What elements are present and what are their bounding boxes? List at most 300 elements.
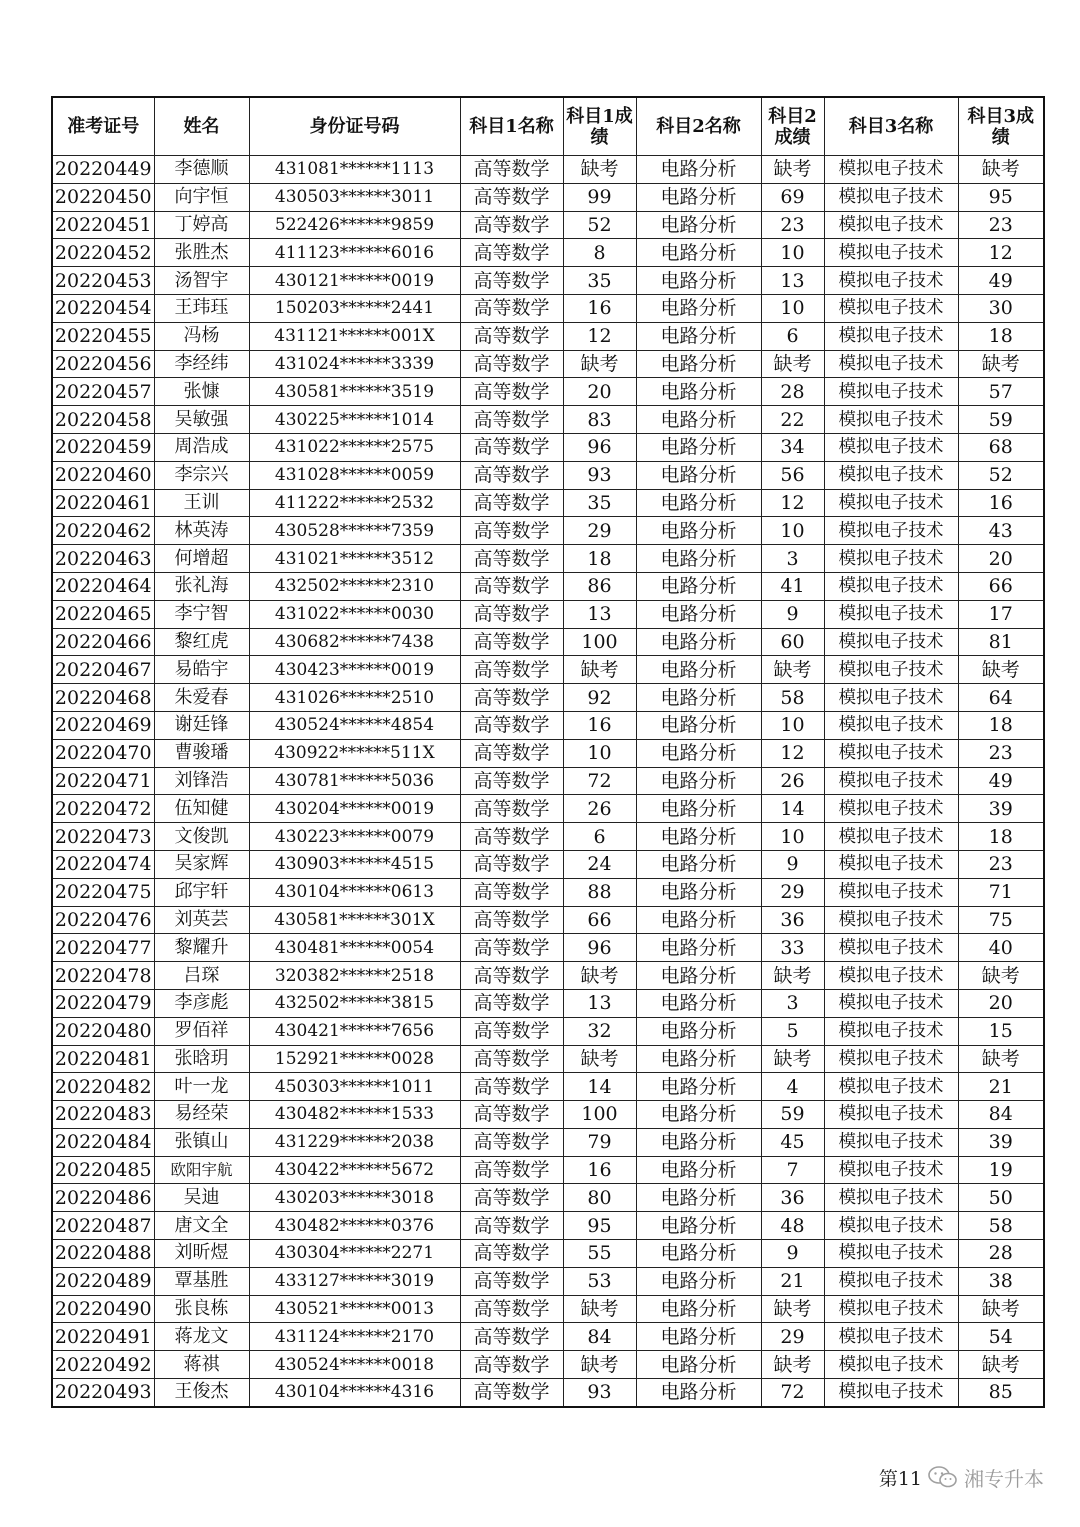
subject2-name-cell: 电路分析 [636,183,761,211]
subject2-name-cell: 电路分析 [636,461,761,489]
subject1-name-cell: 高等数学 [460,795,563,823]
id-number-cell: 430781******5036 [249,767,460,795]
subject2-name-cell: 电路分析 [636,628,761,656]
name-cell: 邱宇轩 [154,878,249,906]
name-cell: 欧阳宇航 [154,1156,249,1184]
subject2-score-cell: 26 [761,767,824,795]
subject3-name-cell: 模拟电子技术 [824,989,958,1017]
subject2-name-cell: 电路分析 [636,1295,761,1323]
subject1-score-cell: 66 [563,906,636,934]
subject1-score-cell: 8 [563,239,636,267]
subject2-name-cell: 电路分析 [636,850,761,878]
id-number-cell: 430503******3011 [249,183,460,211]
subject3-score-cell: 68 [958,433,1044,461]
subject3-score-cell: 49 [958,267,1044,295]
exam-id-cell: 20220476 [52,906,154,934]
id-number-cell: 433127******3019 [249,1267,460,1295]
subject3-name-cell: 模拟电子技术 [824,878,958,906]
subject3-name-cell: 模拟电子技术 [824,1128,958,1156]
name-cell: 向宇恒 [154,183,249,211]
subject1-name-cell: 高等数学 [460,1323,563,1351]
subject2-score-cell: 60 [761,628,824,656]
subject1-name-cell: 高等数学 [460,239,563,267]
subject1-score-cell: 14 [563,1073,636,1101]
subject1-name-cell: 高等数学 [460,517,563,545]
subject2-score-cell: 29 [761,878,824,906]
table-body [52,156,1044,1407]
exam-id-cell: 20220473 [52,823,154,851]
subject2-score-cell: 4 [761,1073,824,1101]
subject3-score-cell: 30 [958,294,1044,322]
subject3-name-cell: 模拟电子技术 [824,267,958,295]
subject3-score-cell: 71 [958,878,1044,906]
subject3-score-cell: 38 [958,1267,1044,1295]
subject1-score-cell: 10 [563,739,636,767]
subject2-score-cell: 10 [761,823,824,851]
name-cell: 李宗兴 [154,461,249,489]
subject3-score-cell: 85 [958,1379,1044,1407]
subject1-name-cell: 高等数学 [460,1379,563,1407]
subject2-name-cell: 电路分析 [636,878,761,906]
subject3-score-cell: 59 [958,406,1044,434]
id-number-cell: 431021******3512 [249,545,460,573]
subject1-score-cell: 93 [563,1379,636,1407]
subject3-score-cell: 15 [958,1017,1044,1045]
id-number-cell: 430225******1014 [249,406,460,434]
subject1-score-cell: 24 [563,850,636,878]
subject2-score-cell: 34 [761,433,824,461]
subject3-score-cell: 40 [958,934,1044,962]
subject3-name-cell: 模拟电子技术 [824,823,958,851]
subject3-name-cell: 模拟电子技术 [824,433,958,461]
subject2-name-cell: 电路分析 [636,211,761,239]
subject3-score-cell: 39 [958,795,1044,823]
exam-id-cell: 20220465 [52,600,154,628]
name-cell: 何增超 [154,545,249,573]
table-row [52,1073,1044,1101]
id-number-cell: 431022******0030 [249,600,460,628]
subject1-score-cell: 16 [563,1156,636,1184]
exam-id-cell: 20220493 [52,1379,154,1407]
subject1-name-cell: 高等数学 [460,656,563,684]
header-id-number: 身份证号码 [249,97,460,156]
subject3-name-cell: 模拟电子技术 [824,1295,958,1323]
subject3-score-cell: 缺考 [958,156,1044,184]
subject3-score-cell: 18 [958,322,1044,350]
table-row [52,1045,1044,1073]
table-row [52,1212,1044,1240]
subject3-name-cell: 模拟电子技术 [824,1212,958,1240]
subject2-name-cell: 电路分析 [636,267,761,295]
subject3-score-cell: 18 [958,823,1044,851]
subject2-score-cell: 33 [761,934,824,962]
subject2-name-cell: 电路分析 [636,767,761,795]
subject2-name-cell: 电路分析 [636,545,761,573]
exam-id-cell: 20220488 [52,1240,154,1268]
exam-id-cell: 20220481 [52,1045,154,1073]
subject1-name-cell: 高等数学 [460,739,563,767]
subject3-name-cell: 模拟电子技术 [824,1073,958,1101]
subject1-score-cell: 55 [563,1240,636,1268]
name-cell: 汤智宇 [154,267,249,295]
subject2-name-cell: 电路分析 [636,1351,761,1379]
subject2-score-cell: 59 [761,1101,824,1129]
subject2-name-cell: 电路分析 [636,378,761,406]
subject1-name-cell: 高等数学 [460,489,563,517]
subject2-name-cell: 电路分析 [636,406,761,434]
subject3-score-cell: 54 [958,1323,1044,1351]
subject3-score-cell: 49 [958,767,1044,795]
exam-id-cell: 20220479 [52,989,154,1017]
name-cell: 林英涛 [154,517,249,545]
subject3-score-cell: 28 [958,1240,1044,1268]
exam-id-cell: 20220458 [52,406,154,434]
subject3-score-cell: 75 [958,906,1044,934]
subject2-name-cell: 电路分析 [636,1156,761,1184]
exam-id-cell: 20220470 [52,739,154,767]
header-subject1-score: 科目1成绩 [563,97,636,156]
name-cell: 刘英芸 [154,906,249,934]
id-number-cell: 431081******1113 [249,156,460,184]
subject3-name-cell: 模拟电子技术 [824,406,958,434]
subject3-score-cell: 39 [958,1128,1044,1156]
subject3-score-cell: 12 [958,239,1044,267]
subject1-score-cell: 93 [563,461,636,489]
subject1-name-cell: 高等数学 [460,1045,563,1073]
exam-id-cell: 20220460 [52,461,154,489]
subject1-name-cell: 高等数学 [460,767,563,795]
exam-id-cell: 20220490 [52,1295,154,1323]
id-number-cell: 430524******0018 [249,1351,460,1379]
id-number-cell: 430121******0019 [249,267,460,295]
id-number-cell: 432502******3815 [249,989,460,1017]
exam-id-cell: 20220486 [52,1184,154,1212]
subject3-name-cell: 模拟电子技术 [824,1379,958,1407]
subject3-score-cell: 20 [958,545,1044,573]
id-number-cell: 430204******0019 [249,795,460,823]
id-number-cell: 430482******0376 [249,1212,460,1240]
subject2-name-cell: 电路分析 [636,684,761,712]
table-row [52,183,1044,211]
subject3-score-cell: 缺考 [958,1045,1044,1073]
subject2-name-cell: 电路分析 [636,656,761,684]
exam-id-cell: 20220468 [52,684,154,712]
id-number-cell: 152921******0028 [249,1045,460,1073]
subject2-name-cell: 电路分析 [636,1101,761,1129]
name-cell: 蒋祺 [154,1351,249,1379]
exam-id-cell: 20220483 [52,1101,154,1129]
subject3-name-cell: 模拟电子技术 [824,461,958,489]
table-row [52,572,1044,600]
exam-id-cell: 20220480 [52,1017,154,1045]
exam-id-cell: 20220472 [52,795,154,823]
subject3-name-cell: 模拟电子技术 [824,1184,958,1212]
name-cell: 吴家辉 [154,850,249,878]
subject1-score-cell: 13 [563,989,636,1017]
subject2-name-cell: 电路分析 [636,1323,761,1351]
table-row [52,267,1044,295]
subject1-name-cell: 高等数学 [460,211,563,239]
subject1-name-cell: 高等数学 [460,600,563,628]
name-cell: 张胜杰 [154,239,249,267]
subject2-score-cell: 6 [761,322,824,350]
name-cell: 张礼海 [154,572,249,600]
subject1-name-cell: 高等数学 [460,433,563,461]
subject1-score-cell: 缺考 [563,156,636,184]
subject1-score-cell: 35 [563,267,636,295]
subject3-score-cell: 缺考 [958,1295,1044,1323]
id-number-cell: 430304******2271 [249,1240,460,1268]
id-number-cell: 430682******7438 [249,628,460,656]
subject2-score-cell: 12 [761,739,824,767]
subject3-name-cell: 模拟电子技术 [824,684,958,712]
page-footer [879,1462,1044,1492]
subject1-name-cell: 高等数学 [460,545,563,573]
subject1-score-cell: 96 [563,934,636,962]
id-number-cell: 431026******2510 [249,684,460,712]
name-cell: 张晗玥 [154,1045,249,1073]
name-cell: 王训 [154,489,249,517]
name-cell: 刘锋浩 [154,767,249,795]
table-row [52,517,1044,545]
id-number-cell: 431121******001X [249,322,460,350]
subject1-name-cell: 高等数学 [460,628,563,656]
subject3-score-cell: 18 [958,711,1044,739]
subject2-score-cell: 36 [761,906,824,934]
subject1-name-cell: 高等数学 [460,850,563,878]
subject3-score-cell: 57 [958,378,1044,406]
subject1-name-cell: 高等数学 [460,1212,563,1240]
subject2-name-cell: 电路分析 [636,1379,761,1407]
header-name: 姓名 [154,97,249,156]
table-row [52,1351,1044,1379]
table-header-row [52,97,1044,156]
subject3-name-cell: 模拟电子技术 [824,572,958,600]
subject3-score-cell: 84 [958,1101,1044,1129]
subject3-name-cell: 模拟电子技术 [824,906,958,934]
subject3-name-cell: 模拟电子技术 [824,962,958,990]
exam-id-cell: 20220450 [52,183,154,211]
subject3-name-cell: 模拟电子技术 [824,183,958,211]
subject1-score-cell: 12 [563,322,636,350]
subject1-score-cell: 96 [563,433,636,461]
table-row [52,406,1044,434]
id-number-cell: 432502******2310 [249,572,460,600]
subject1-name-cell: 高等数学 [460,1184,563,1212]
subject2-name-cell: 电路分析 [636,795,761,823]
table-row [52,656,1044,684]
table-row [52,934,1044,962]
subject2-score-cell: 22 [761,406,824,434]
subject2-name-cell: 电路分析 [636,294,761,322]
subject1-name-cell: 高等数学 [460,684,563,712]
subject1-name-cell: 高等数学 [460,572,563,600]
subject2-name-cell: 电路分析 [636,962,761,990]
subject3-score-cell: 58 [958,1212,1044,1240]
subject3-name-cell: 模拟电子技术 [824,489,958,517]
table-row [52,739,1044,767]
subject1-name-cell: 高等数学 [460,1128,563,1156]
subject2-name-cell: 电路分析 [636,1240,761,1268]
subject1-name-cell: 高等数学 [460,406,563,434]
id-number-cell: 430581******301X [249,906,460,934]
table-row [52,989,1044,1017]
subject1-score-cell: 29 [563,517,636,545]
subject1-score-cell: 16 [563,711,636,739]
subject1-name-cell: 高等数学 [460,878,563,906]
watermark-text: 湘专升本 [964,1466,1044,1491]
score-table [51,96,1045,1408]
table-row [52,1017,1044,1045]
id-number-cell: 431229******2038 [249,1128,460,1156]
subject1-name-cell: 高等数学 [460,1267,563,1295]
subject2-name-cell: 电路分析 [636,1212,761,1240]
exam-id-cell: 20220459 [52,433,154,461]
table-row [52,684,1044,712]
subject1-score-cell: 84 [563,1323,636,1351]
subject1-name-cell: 高等数学 [460,962,563,990]
subject2-score-cell: 21 [761,1267,824,1295]
subject2-score-cell: 缺考 [761,1351,824,1379]
subject1-name-cell: 高等数学 [460,1073,563,1101]
subject2-score-cell: 缺考 [761,656,824,684]
subject2-name-cell: 电路分析 [636,517,761,545]
subject2-score-cell: 3 [761,545,824,573]
subject1-name-cell: 高等数学 [460,1101,563,1129]
table-row [52,1101,1044,1129]
subject1-score-cell: 13 [563,600,636,628]
subject3-name-cell: 模拟电子技术 [824,517,958,545]
subject2-name-cell: 电路分析 [636,823,761,851]
table-row [52,1379,1044,1407]
subject1-score-cell: 86 [563,572,636,600]
exam-id-cell: 20220467 [52,656,154,684]
table-row [52,628,1044,656]
subject2-name-cell: 电路分析 [636,934,761,962]
subject3-score-cell: 16 [958,489,1044,517]
subject1-name-cell: 高等数学 [460,934,563,962]
table-row [52,767,1044,795]
id-number-cell: 431124******2170 [249,1323,460,1351]
id-number-cell: 522426******9859 [249,211,460,239]
name-cell: 易皓宇 [154,656,249,684]
subject2-score-cell: 缺考 [761,1295,824,1323]
subject2-score-cell: 28 [761,378,824,406]
name-cell: 覃基胜 [154,1267,249,1295]
subject3-name-cell: 模拟电子技术 [824,239,958,267]
subject3-name-cell: 模拟电子技术 [824,1045,958,1073]
subject2-score-cell: 56 [761,461,824,489]
subject3-score-cell: 81 [958,628,1044,656]
subject1-score-cell: 26 [563,795,636,823]
header-subject2-name: 科目2名称 [636,97,761,156]
header-subject3-score: 科目3成绩 [958,97,1044,156]
table-row [52,239,1044,267]
id-number-cell: 430423******0019 [249,656,460,684]
exam-id-cell: 20220462 [52,517,154,545]
name-cell: 李彦彪 [154,989,249,1017]
name-cell: 周浩成 [154,433,249,461]
subject3-name-cell: 模拟电子技术 [824,628,958,656]
name-cell: 刘昕煜 [154,1240,249,1268]
subject2-score-cell: 10 [761,294,824,322]
subject3-score-cell: 50 [958,1184,1044,1212]
id-number-cell: 430203******3018 [249,1184,460,1212]
subject3-name-cell: 模拟电子技术 [824,739,958,767]
subject2-name-cell: 电路分析 [636,1184,761,1212]
subject3-score-cell: 21 [958,1073,1044,1101]
id-number-cell: 431028******0059 [249,461,460,489]
table-row [52,878,1044,906]
name-cell: 吴迪 [154,1184,249,1212]
id-number-cell: 430223******0079 [249,823,460,851]
subject3-name-cell: 模拟电子技术 [824,711,958,739]
subject1-score-cell: 99 [563,183,636,211]
name-cell: 冯杨 [154,322,249,350]
subject1-name-cell: 高等数学 [460,350,563,378]
subject2-name-cell: 电路分析 [636,1073,761,1101]
subject3-name-cell: 模拟电子技术 [824,934,958,962]
subject1-score-cell: 6 [563,823,636,851]
exam-id-cell: 20220478 [52,962,154,990]
subject3-score-cell: 23 [958,850,1044,878]
exam-id-cell: 20220474 [52,850,154,878]
subject1-score-cell: 缺考 [563,350,636,378]
name-cell: 曹骏璠 [154,739,249,767]
exam-id-cell: 20220482 [52,1073,154,1101]
id-number-cell: 430104******0613 [249,878,460,906]
subject1-name-cell: 高等数学 [460,1156,563,1184]
exam-id-cell: 20220487 [52,1212,154,1240]
name-cell: 易经荣 [154,1101,249,1129]
subject1-score-cell: 20 [563,378,636,406]
name-cell: 唐文全 [154,1212,249,1240]
subject2-score-cell: 29 [761,1323,824,1351]
table-row [52,823,1044,851]
subject2-score-cell: 5 [761,1017,824,1045]
subject2-score-cell: 45 [761,1128,824,1156]
subject1-name-cell: 高等数学 [460,294,563,322]
subject3-name-cell: 模拟电子技术 [824,1017,958,1045]
subject1-name-cell: 高等数学 [460,267,563,295]
table-row [52,906,1044,934]
subject3-name-cell: 模拟电子技术 [824,322,958,350]
subject2-score-cell: 10 [761,239,824,267]
exam-id-cell: 20220461 [52,489,154,517]
exam-id-cell: 20220477 [52,934,154,962]
subject2-name-cell: 电路分析 [636,989,761,1017]
table-row [52,1240,1044,1268]
name-cell: 张镇山 [154,1128,249,1156]
exam-id-cell: 20220489 [52,1267,154,1295]
subject1-name-cell: 高等数学 [460,156,563,184]
exam-id-cell: 20220452 [52,239,154,267]
subject2-score-cell: 12 [761,489,824,517]
subject2-score-cell: 69 [761,183,824,211]
subject2-score-cell: 58 [761,684,824,712]
id-number-cell: 430903******4515 [249,850,460,878]
name-cell: 李德顺 [154,156,249,184]
name-cell: 文俊凯 [154,823,249,851]
name-cell: 张慷 [154,378,249,406]
table-row [52,350,1044,378]
subject3-name-cell: 模拟电子技术 [824,600,958,628]
exam-id-cell: 20220484 [52,1128,154,1156]
exam-id-cell: 20220491 [52,1323,154,1351]
subject1-name-cell: 高等数学 [460,823,563,851]
subject1-name-cell: 高等数学 [460,1295,563,1323]
subject3-score-cell: 95 [958,183,1044,211]
